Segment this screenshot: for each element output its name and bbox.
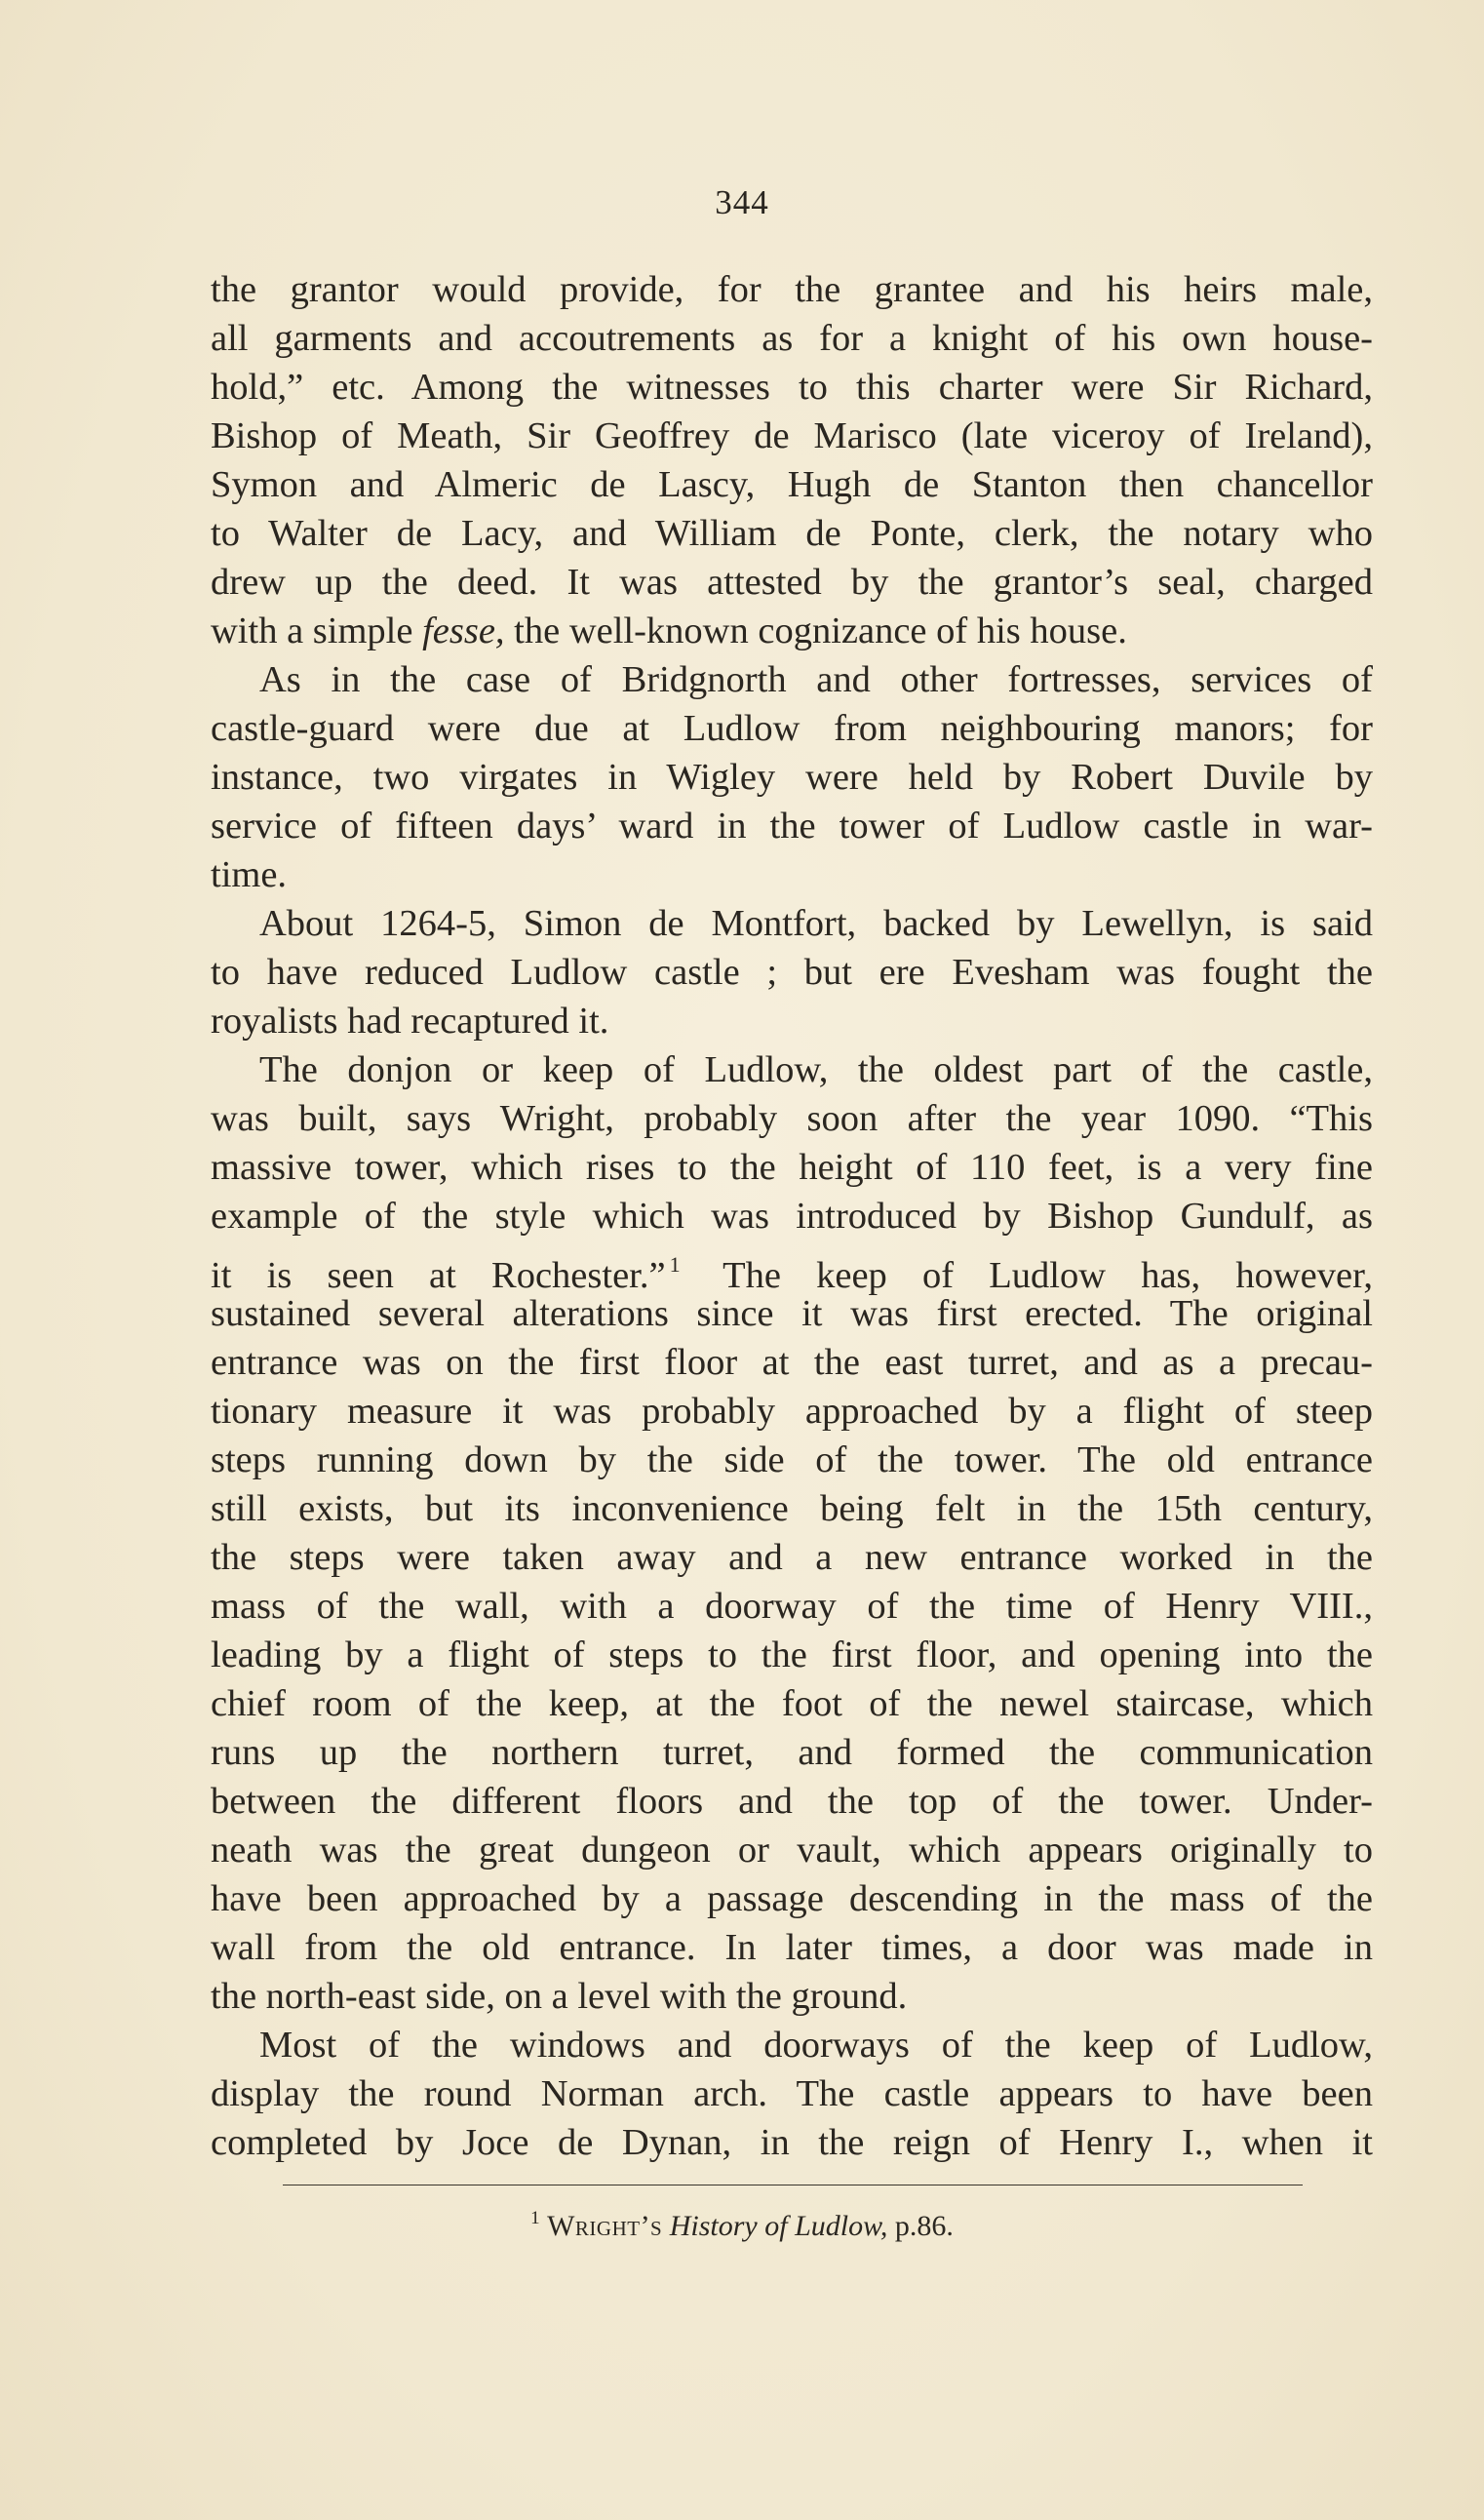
text-line: the grantor would provide, for the grantee and his heirs male, bbox=[211, 269, 1373, 310]
text-line: About 1264-5, Simon de Montfort, backed by Lewellyn, is said bbox=[259, 903, 1373, 944]
text-line: Bishop of Meath, Sir Geoffrey de Marisco (late viceroy of Ireland), bbox=[211, 415, 1373, 456]
text-line: still exists, but its inconvenience being felt in the 15th century, bbox=[211, 1488, 1373, 1529]
footnote-author: Wright’s bbox=[547, 2210, 663, 2242]
text-line: neath was the great dungeon or vault, which appears originally to bbox=[211, 1830, 1373, 1870]
text-line: hold,” etc. Among the witnesses to this charter were Sir Richard, bbox=[211, 367, 1373, 408]
text-line: service of fifteen days’ ward in the tower of Ludlow castle in war- bbox=[211, 806, 1373, 847]
italic-word: fesse, bbox=[422, 610, 505, 651]
footnote-page: p.86. bbox=[894, 2210, 954, 2242]
text-line: As in the case of Bridgnorth and other fortresses, services of bbox=[259, 659, 1373, 700]
text-line: entrance was on the first floor at the east turret, and as a precau- bbox=[211, 1342, 1373, 1383]
text-line: steps running down by the side of the tower. The old entrance bbox=[211, 1439, 1373, 1480]
text-run: the well-known cognizance of his house. bbox=[514, 610, 1127, 651]
text-line: runs up the northern turret, and formed the communication bbox=[211, 1732, 1373, 1773]
text-line: Symon and Almeric de Lascy, Hugh de Stanton then chancellor bbox=[211, 464, 1373, 505]
text-line: castle-guard were due at Ludlow from neighbouring manors; for bbox=[211, 708, 1373, 749]
body-text bbox=[211, 265, 1373, 2167]
text-line: drew up the deed. It was attested by the grantor’s seal, charged bbox=[211, 562, 1373, 603]
text-line: was built, says Wright, probably soon after the year 1090. “This bbox=[211, 1098, 1373, 1139]
text-line: mass of the wall, with a doorway of the time of Henry VIII., bbox=[211, 1586, 1373, 1627]
text-line: massive tower, which rises to the height of 110 feet, is a very fine bbox=[211, 1147, 1373, 1188]
text-line bbox=[211, 1240, 1373, 1296]
text-line: chief room of the keep, at the foot of the newel staircase, which bbox=[211, 1683, 1373, 1724]
text-line: wall from the old entrance. In later times, a door was made in bbox=[211, 1927, 1373, 1968]
text-line: leading by a flight of steps to the first floor, and opening into the bbox=[211, 1634, 1373, 1675]
text-line: have been approached by a passage descending in the mass of the bbox=[211, 1878, 1373, 1919]
text-line: the steps were taken away and a new entrance worked in the bbox=[211, 1537, 1373, 1578]
footnote-number: 1 bbox=[530, 2208, 540, 2228]
footnote-title: History of Ludlow, bbox=[669, 2210, 888, 2242]
text-line: to Walter de Lacy, and William de Ponte, clerk, the notary who bbox=[211, 513, 1373, 554]
text-run: with a simple bbox=[211, 610, 413, 651]
text-line: tionary measure it was probably approached by a flight of steep bbox=[211, 1391, 1373, 1432]
text-line: all garments and accoutrements as for a knight of his own house- bbox=[211, 318, 1373, 359]
text-line: time. bbox=[211, 854, 288, 895]
text-line: to have reduced Ludlow castle ; but ere Evesham was fought the bbox=[211, 952, 1373, 993]
text-line: between the different floors and the top of the tower. Under- bbox=[211, 1781, 1373, 1822]
footnote bbox=[0, 2208, 1484, 2243]
text-line: instance, two virgates in Wigley were held by Robert Duvile by bbox=[211, 757, 1373, 798]
text-line: example of the style which was introduced by Bishop Gundulf, as bbox=[211, 1196, 1373, 1237]
page-number: 344 bbox=[715, 183, 769, 221]
text-line: the north-east side, on a level with the ground. bbox=[211, 1976, 908, 2017]
text-run: The keep of Ludlow has, however, bbox=[722, 1255, 1373, 1296]
text-line: royalists had recaptured it. bbox=[211, 1001, 609, 1042]
text-run: it is seen at Rochester.” bbox=[211, 1255, 666, 1296]
footnote-marker: 1 bbox=[669, 1252, 681, 1277]
text-line: display the round Norman arch. The castle appears to have been bbox=[211, 2073, 1373, 2114]
text-line bbox=[211, 607, 1373, 655]
text-line: completed by Joce de Dynan, in the reign of Henry I., when it bbox=[211, 2122, 1373, 2163]
text-line: The donjon or keep of Ludlow, the oldest part of the castle, bbox=[259, 1049, 1373, 1090]
text-line: Most of the windows and doorways of the keep of Ludlow, bbox=[259, 2025, 1373, 2066]
text-line: sustained several alterations since it was first erected. The original bbox=[211, 1293, 1373, 1334]
